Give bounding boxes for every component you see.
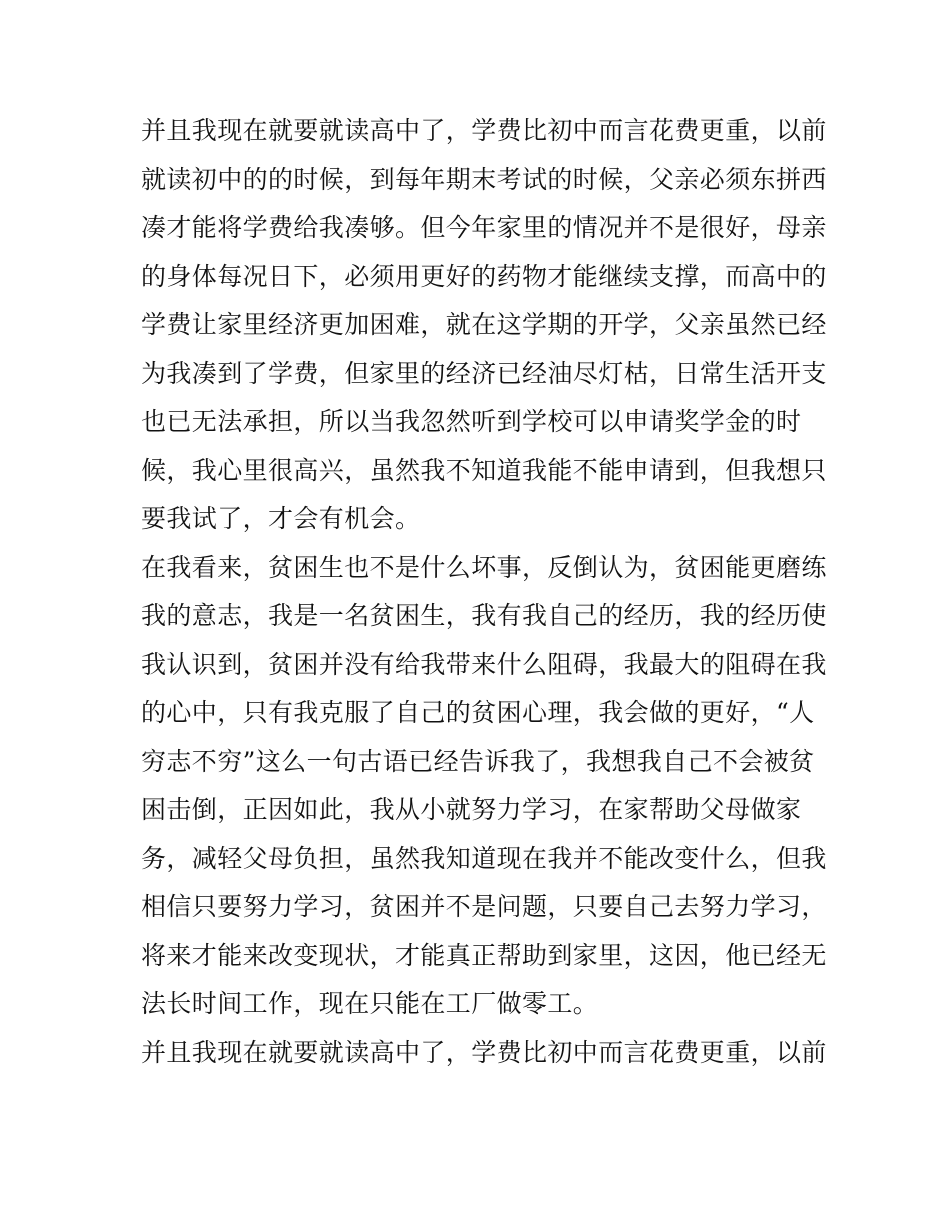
text-line: 要我试了，才会有机会。 bbox=[141, 504, 421, 533]
text-line: 凑才能将学费给我凑够。但今年家里的情况并不是很好，母亲 bbox=[141, 213, 827, 242]
text-line: 也已无法承担，所以当我忽然听到学校可以申请奖学金的时 bbox=[141, 407, 802, 436]
text-line: 的身体每况日下，必须用更好的药物才能继续支撑，而高中的 bbox=[141, 261, 827, 291]
text-line: 相信只要努力学习，贫困并不是问题，只要自己去努力学习， bbox=[141, 892, 827, 921]
text-line: 法长时间工作，现在只能在工厂做零工。 bbox=[141, 989, 599, 1018]
text-line: 在我看来，贫困生也不是什么坏事，反倒认为，贫困能更磨练 bbox=[141, 552, 827, 582]
text-line: 我认识到，贫困并没有给我带来什么阻碍，我最大的阻碍在我 bbox=[141, 649, 827, 679]
text-line: 并且我现在就要就读高中了，学费比初中而言花费更重，以前 bbox=[141, 116, 827, 145]
text-line: 的心中，只有我克服了自己的贫困心理，我会做的更好，“人 bbox=[141, 698, 815, 727]
text-line: 为我凑到了学费，但家里的经济已经油尽灯枯，日常生活开支 bbox=[141, 358, 827, 388]
document-body bbox=[141, 107, 827, 1077]
text-line: 我的意志，我是一名贫困生，我有我自己的经历，我的经历使 bbox=[141, 601, 827, 630]
text-line: 就读初中的的时候，到每年期末考试的时候，父亲必须东拼西 bbox=[141, 164, 827, 194]
text-line: 困击倒，正因如此，我从小就努力学习，在家帮助父母做家 bbox=[141, 795, 802, 824]
text-line: 候，我心里很高兴，虽然我不知道我能不能申请到，但我想只 bbox=[141, 455, 827, 485]
text-line: 务，减轻父母负担，虽然我知道现在我并不能改变什么，但我 bbox=[141, 843, 827, 873]
text-line: 学费让家里经济更加困难，就在这学期的开学，父亲虽然已经 bbox=[141, 310, 827, 339]
text-line: 穷志不穷”这么一句古语已经告诉我了，我想我自己不会被贫 bbox=[141, 746, 815, 776]
text-line: 并且我现在就要就读高中了，学费比初中而言花费更重，以前 bbox=[141, 1037, 827, 1067]
text-line: 将来才能来改变现状，才能真正帮助到家里，这因，他已经无 bbox=[141, 940, 827, 970]
